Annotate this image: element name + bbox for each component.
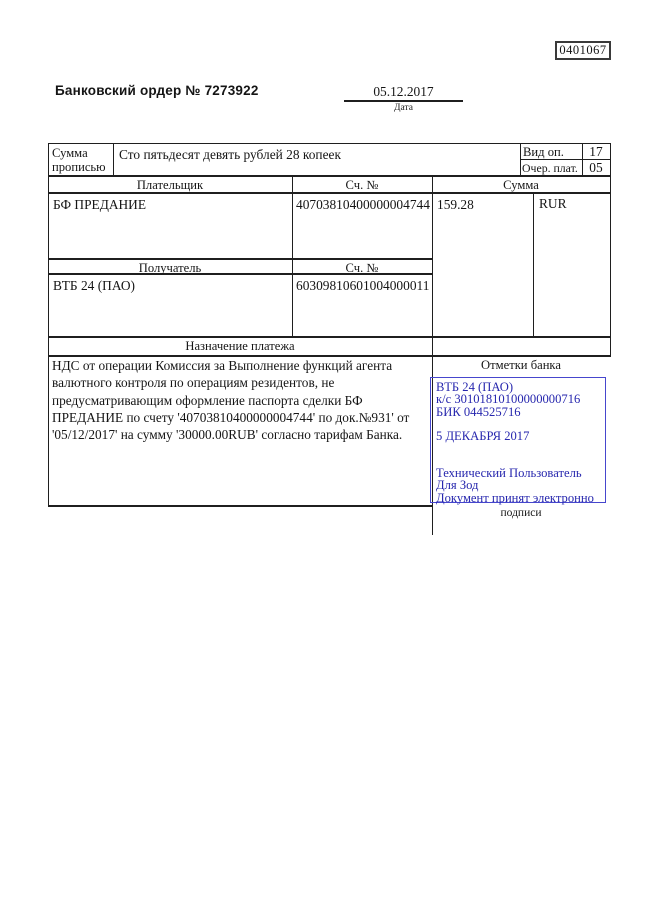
stamp-line: Технический Пользователь Для Зод	[436, 466, 582, 493]
stamp-line: к/с 30101810100000000716	[436, 392, 581, 407]
bank-stamp	[430, 377, 606, 503]
amount-header: Сумма	[503, 178, 539, 192]
form-code: 0401067	[559, 43, 607, 57]
amount-words-label-line1: Сумма	[52, 146, 88, 160]
stamp-line: БИК 044525716	[436, 404, 521, 419]
name-account-divider	[292, 175, 293, 336]
op-type-label: Вид оп.	[523, 145, 564, 159]
payee-header-top-line	[48, 258, 432, 260]
date-underline	[344, 100, 463, 102]
stamp-line	[436, 442, 603, 454]
payer-name: БФ ПРЕДАНИЕ	[53, 197, 147, 212]
table-border-left	[48, 143, 49, 507]
form-code-box	[555, 41, 611, 60]
payee-account-header: Сч. №	[345, 261, 379, 275]
amount-words-label	[52, 146, 106, 174]
table-border-right	[610, 143, 611, 356]
op-type-value: 17	[589, 144, 603, 159]
table-border-top	[48, 143, 611, 144]
document-title: Банковский ордер № 7273922	[55, 83, 259, 98]
date-value: 05.12.2017	[373, 84, 434, 99]
payer-account: 40703810400000004744	[296, 197, 430, 212]
amount-value: 159.28	[437, 197, 474, 212]
amount-words-label-divider	[113, 143, 114, 175]
bank-marks-header: Отметки банка	[481, 358, 561, 372]
amount-in-words: Сто пятьдесят девять рублей 28 копеек	[119, 147, 341, 162]
stamp-line: ВТБ 24 (ПАО)	[436, 380, 514, 394]
purpose-header: Назначение платежа	[185, 339, 295, 353]
table-border-bottom	[48, 505, 432, 507]
amount-words-label-line2: прописью	[52, 160, 106, 174]
stamp-line: Документ принят электронно	[436, 490, 594, 505]
amount-currency: RUR	[539, 196, 567, 211]
date-label: Дата	[394, 103, 413, 113]
purpose-text: НДС от операции Комиссия за Выполнение функций агента валютного контроля по операциям резидентов, не предусматривающим оформление паспорта сделки БФ ПРЕДАНИЕ по счету '40703810400000004744' по док.№931' от '05/12/2017' на сумму '30000.00RUB' согласно тарифам Банка.	[52, 358, 410, 443]
payee-name: ВТБ 24 (ПАО)	[53, 278, 135, 293]
payment-priority-label: Очер. плат.	[522, 161, 578, 175]
signatures-label: подписи	[500, 507, 542, 519]
op-type-left-divider	[520, 143, 521, 175]
payer-header: Плательщик	[136, 178, 204, 192]
stamp-line: 5 ДЕКАБРЯ 2017	[436, 429, 530, 444]
sum-currency-divider	[533, 192, 534, 336]
purpose-header-top-line	[48, 336, 611, 338]
payee-header: Получатель	[138, 261, 202, 275]
payment-priority-value: 05	[589, 160, 603, 175]
payer-account-header: Сч. №	[345, 178, 379, 192]
payee-account: 60309810601004000011	[296, 278, 430, 293]
